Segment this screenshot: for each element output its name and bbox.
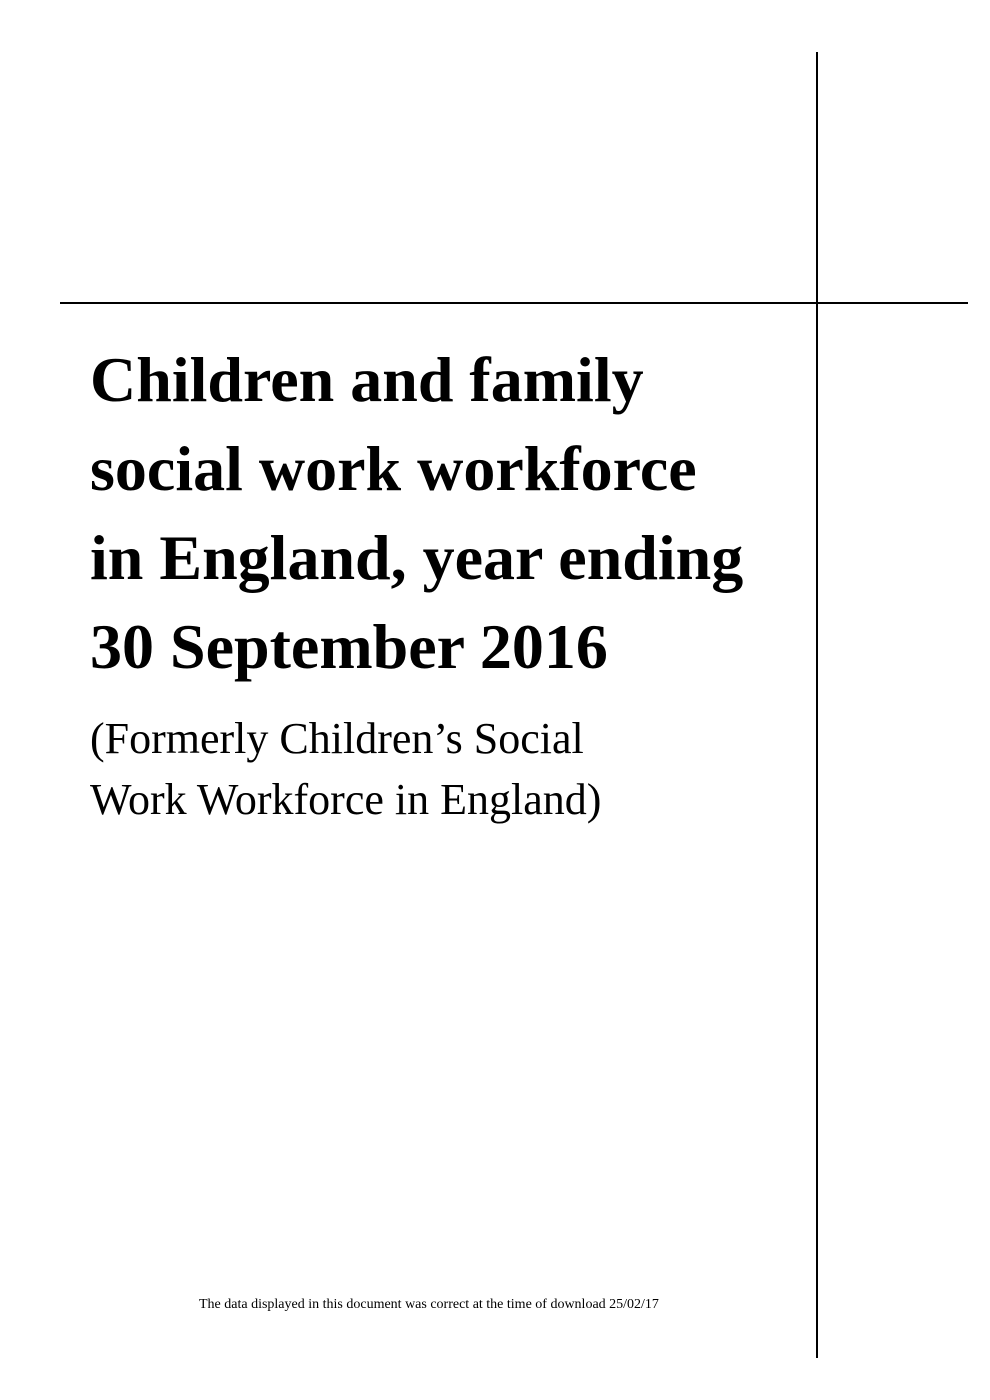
subtitle-line: Work Workforce in England) — [90, 775, 602, 824]
document-subtitle — [90, 708, 800, 830]
title-line: in England, year ending — [90, 522, 744, 593]
title-line: Children and family — [90, 344, 644, 415]
download-timestamp-note: The data displayed in this document was correct at the time of download 25/02/17 — [199, 1297, 659, 1312]
document-title — [90, 335, 800, 691]
horizontal-divider-line — [60, 302, 968, 304]
vertical-divider-line — [816, 52, 818, 1358]
title-line: 30 September 2016 — [90, 611, 608, 682]
subtitle-line: (Formerly Children’s Social — [90, 714, 584, 763]
title-line: social work workforce — [90, 433, 697, 504]
